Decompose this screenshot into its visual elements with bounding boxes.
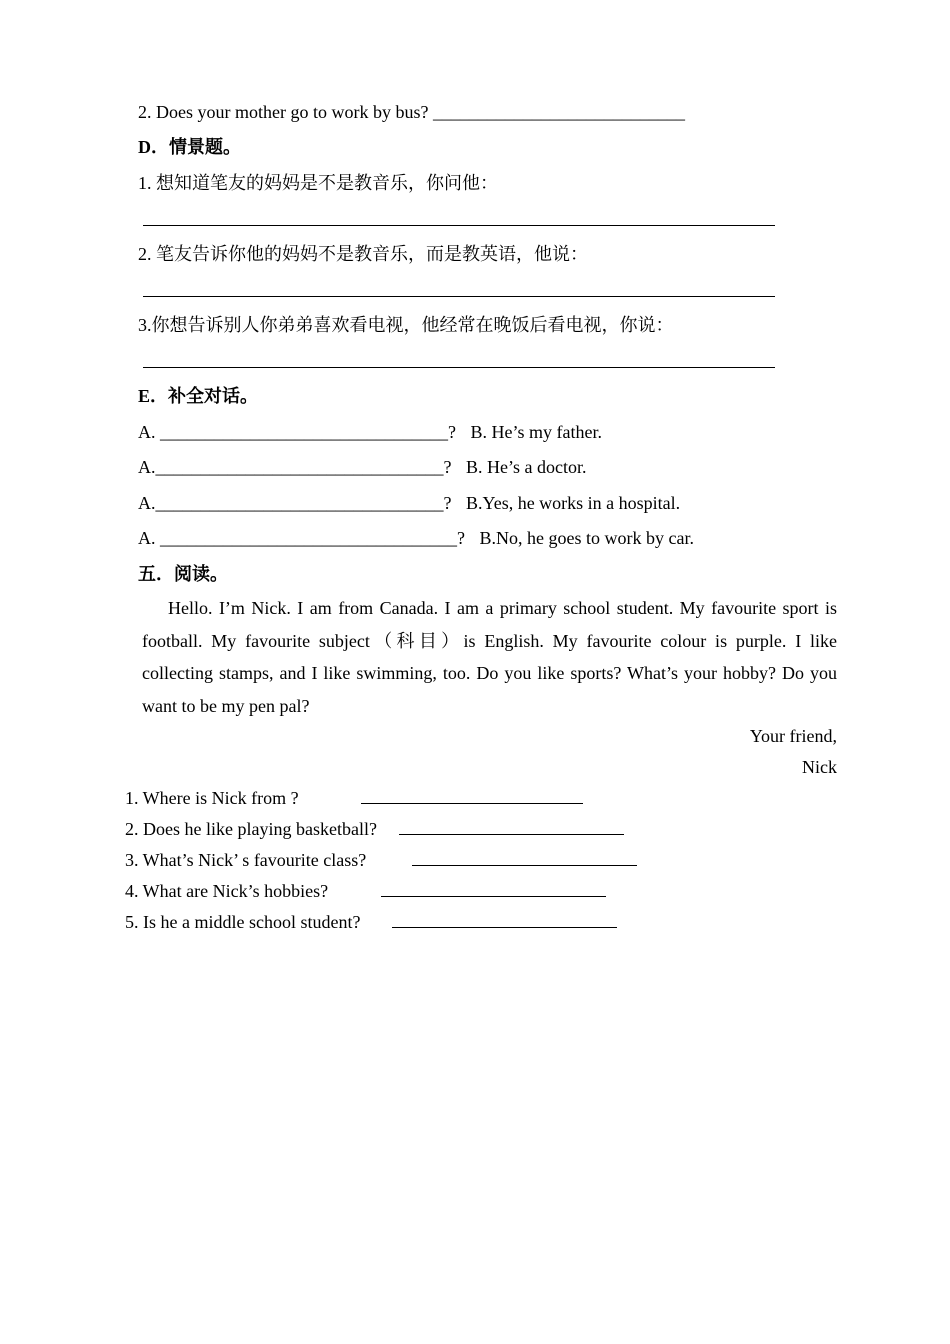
reading-question-1	[125, 786, 583, 810]
question-text: 3. What’s Nick’ s favourite class?	[125, 850, 367, 870]
section-e-heading: E．补全对话。	[138, 386, 259, 406]
answer-blank[interactable]	[381, 880, 606, 897]
question-text: 5. Is he a middle school student?	[125, 912, 361, 932]
situation-question-2: 2. 笔友告诉你他的妈妈不是教音乐，而是教英语，他说：	[138, 244, 588, 264]
answer-line-d3[interactable]	[143, 367, 775, 368]
answer-blank[interactable]	[392, 911, 617, 928]
dialog-a-prompt[interactable]: A. ________________________________?	[138, 422, 456, 442]
dialog-a-prompt[interactable]: A.________________________________?	[138, 457, 452, 477]
dialog-row	[138, 420, 602, 444]
answer-line-d2[interactable]	[143, 296, 775, 297]
dialog-row	[138, 455, 586, 479]
reading-question-2	[125, 817, 624, 841]
letter-closing: Your friend,	[749, 726, 837, 746]
reading-question-5	[125, 910, 617, 934]
dialog-row	[138, 491, 680, 515]
dialog-a-prompt[interactable]: A. _________________________________?	[138, 528, 465, 548]
dialog-a-prompt[interactable]: A.________________________________?	[138, 493, 452, 513]
reading-question-4	[125, 879, 606, 903]
answer-blank[interactable]	[399, 818, 624, 835]
section-d-heading: D．情景题。	[138, 137, 241, 157]
dialog-b-answer: B.Yes, he works in a hospital.	[466, 493, 681, 513]
answer-line-d1[interactable]	[143, 225, 775, 226]
reading-heading: 五．阅读。	[138, 564, 228, 584]
question-text: 4. What are Nick’s hobbies?	[125, 881, 329, 901]
question-c2: 2. Does your mother go to work by bus? ____________________________	[138, 102, 685, 122]
question-text: 2. Does he like playing basketball?	[125, 819, 377, 839]
answer-blank[interactable]	[412, 849, 637, 866]
situation-question-1: 1. 想知道笔友的妈妈是不是教音乐，你问他：	[138, 173, 498, 193]
question-text: 1. Where is Nick from ?	[125, 788, 299, 808]
letter-signature: Nick	[802, 757, 837, 777]
dialog-b-answer: B. He’s my father.	[470, 422, 602, 442]
dialog-row	[138, 526, 694, 550]
dialog-b-answer: B. He’s a doctor.	[466, 457, 587, 477]
reading-passage-text: Hello. I’m Nick. I am from Canada. I am a primary school student. My favourite sport is football. My favourite subject（科目）is English. My favourite colour is purple. I like collecting stamps, and I like swimming, too. Do you like sports? What’s your hobby? Do you want to be my pen pal?	[142, 598, 837, 716]
reading-passage	[142, 592, 837, 722]
answer-blank[interactable]	[361, 787, 583, 804]
situation-question-3: 3.你想告诉别人你弟弟喜欢看电视，他经常在晚饭后看电视，你说：	[138, 315, 674, 335]
dialog-b-answer: B.No, he goes to work by car.	[479, 528, 694, 548]
reading-question-3	[125, 848, 637, 872]
